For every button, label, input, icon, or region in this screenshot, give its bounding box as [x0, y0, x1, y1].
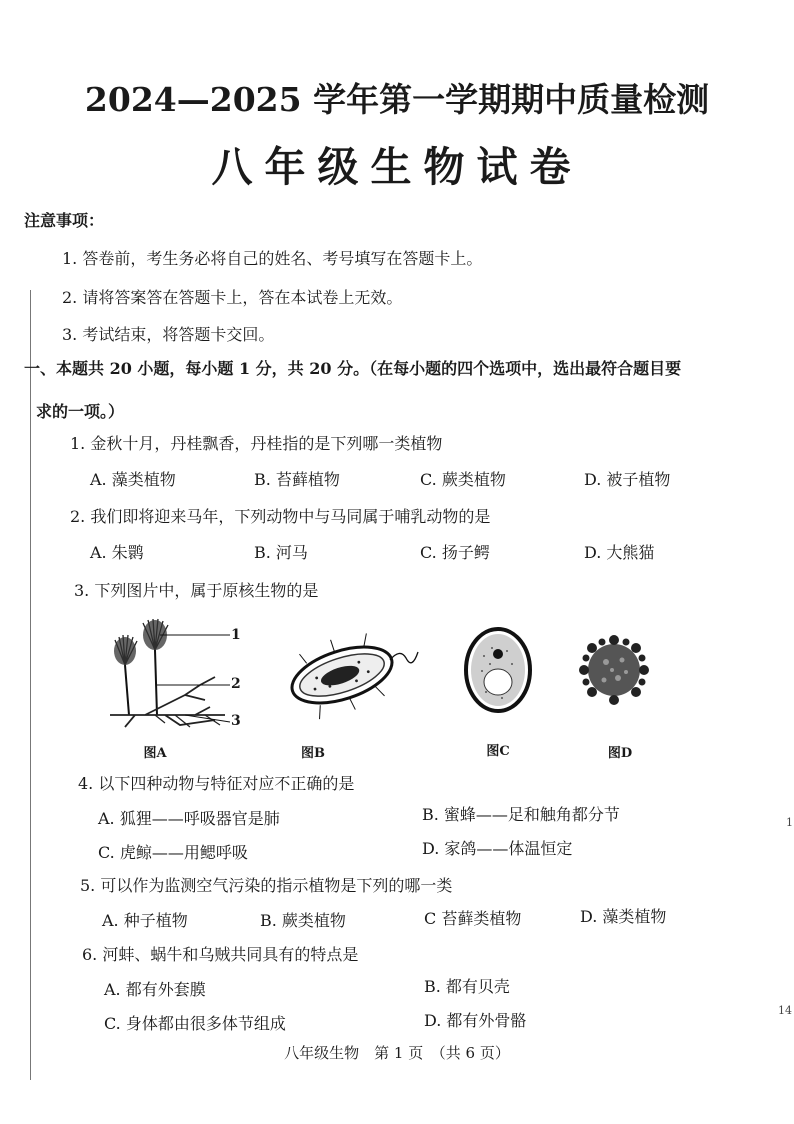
- option-d: D. 大熊猫: [584, 543, 655, 562]
- notice-item: 2. 请将答案答在答题卡上，答在本试卷上无效。: [62, 288, 403, 307]
- figure-d-caption: 图D: [607, 746, 633, 761]
- option-d: D. 家鸽——体温恒定: [422, 839, 573, 858]
- figure-d-image: [574, 630, 654, 710]
- question-stem: 2. 我们即将迎来马年，下列动物中与马同属于哺乳动物的是: [70, 507, 491, 526]
- option-b: B. 蜜蜂——足和触角都分节: [422, 805, 620, 824]
- option-c: C. 身体都由很多体节组成: [104, 1014, 286, 1033]
- figure-c-image: [462, 626, 534, 714]
- option-a: A. 朱鹮: [90, 543, 144, 562]
- figure-a-label-1: 1: [231, 627, 241, 643]
- section-instruction-cont: 求的一项。）: [36, 402, 125, 421]
- question-stem: 3. 下列图片中，属于原核生物的是: [74, 581, 319, 600]
- option-a: A. 都有外套膜: [104, 980, 206, 999]
- binding-edge-line: [30, 290, 31, 1080]
- option-a: A. 藻类植物: [90, 470, 176, 489]
- figure-a-label-2: 2: [231, 676, 241, 692]
- notice-heading: 注意事项：: [24, 211, 105, 230]
- option-b: B. 河马: [254, 543, 308, 562]
- option-d: D. 被子植物: [584, 470, 671, 489]
- figure-b-image: [282, 630, 422, 720]
- page-footer: 八年级生物 第 1 页 （共 6 页）: [284, 1044, 510, 1062]
- option-c: C. 蕨类植物: [420, 470, 506, 489]
- figure-a-caption: 图A: [143, 746, 167, 761]
- notice-item: 1. 答卷前，考生务必将自己的姓名、考号填写在答题卡上。: [62, 249, 483, 268]
- option-c: C 苔藓类植物: [424, 909, 522, 928]
- figure-b-caption: 图B: [301, 746, 325, 761]
- option-a: A. 狐狸——呼吸器官是肺: [98, 809, 280, 828]
- section-instruction: 一、本题共 20 小题，每小题 1 分，共 20 分。（在每小题的四个选项中，选出最符合题目要: [24, 359, 682, 378]
- option-c: C. 虎鲸——用鳃呼吸: [98, 843, 248, 862]
- option-d: D. 都有外骨骼: [424, 1011, 527, 1030]
- question-stem: 4. 以下四种动物与特征对应不正确的是: [78, 774, 355, 793]
- exam-subject-title: 八年级生物试卷: [211, 143, 583, 191]
- question-stem: 5. 可以作为监测空气污染的指示植物是下列的哪一类: [80, 876, 453, 895]
- option-b: B. 蕨类植物: [260, 911, 346, 930]
- option-a: A. 种子植物: [102, 911, 188, 930]
- option-b: B. 苔藓植物: [254, 470, 340, 489]
- figure-c-caption: 图C: [486, 744, 510, 759]
- right-margin-mark: 1: [786, 816, 793, 829]
- question-stem: 6. 河蚌、蜗牛和乌贼共同具有的特点是: [82, 945, 359, 964]
- exam-title: 2024—2025 学年第一学期期中质量检测: [84, 80, 710, 119]
- notice-item: 3. 考试结束，将答题卡交回。: [62, 325, 275, 344]
- figure-a-label-3: 3: [231, 713, 241, 729]
- option-d: D. 藻类植物: [580, 907, 667, 926]
- option-c: C. 扬子鳄: [420, 543, 490, 562]
- question-stem: 1. 金秋十月，丹桂飘香，丹桂指的是下列哪一类植物: [70, 434, 443, 453]
- option-b: B. 都有贝壳: [424, 977, 510, 996]
- right-margin-mark: 14: [778, 1004, 792, 1017]
